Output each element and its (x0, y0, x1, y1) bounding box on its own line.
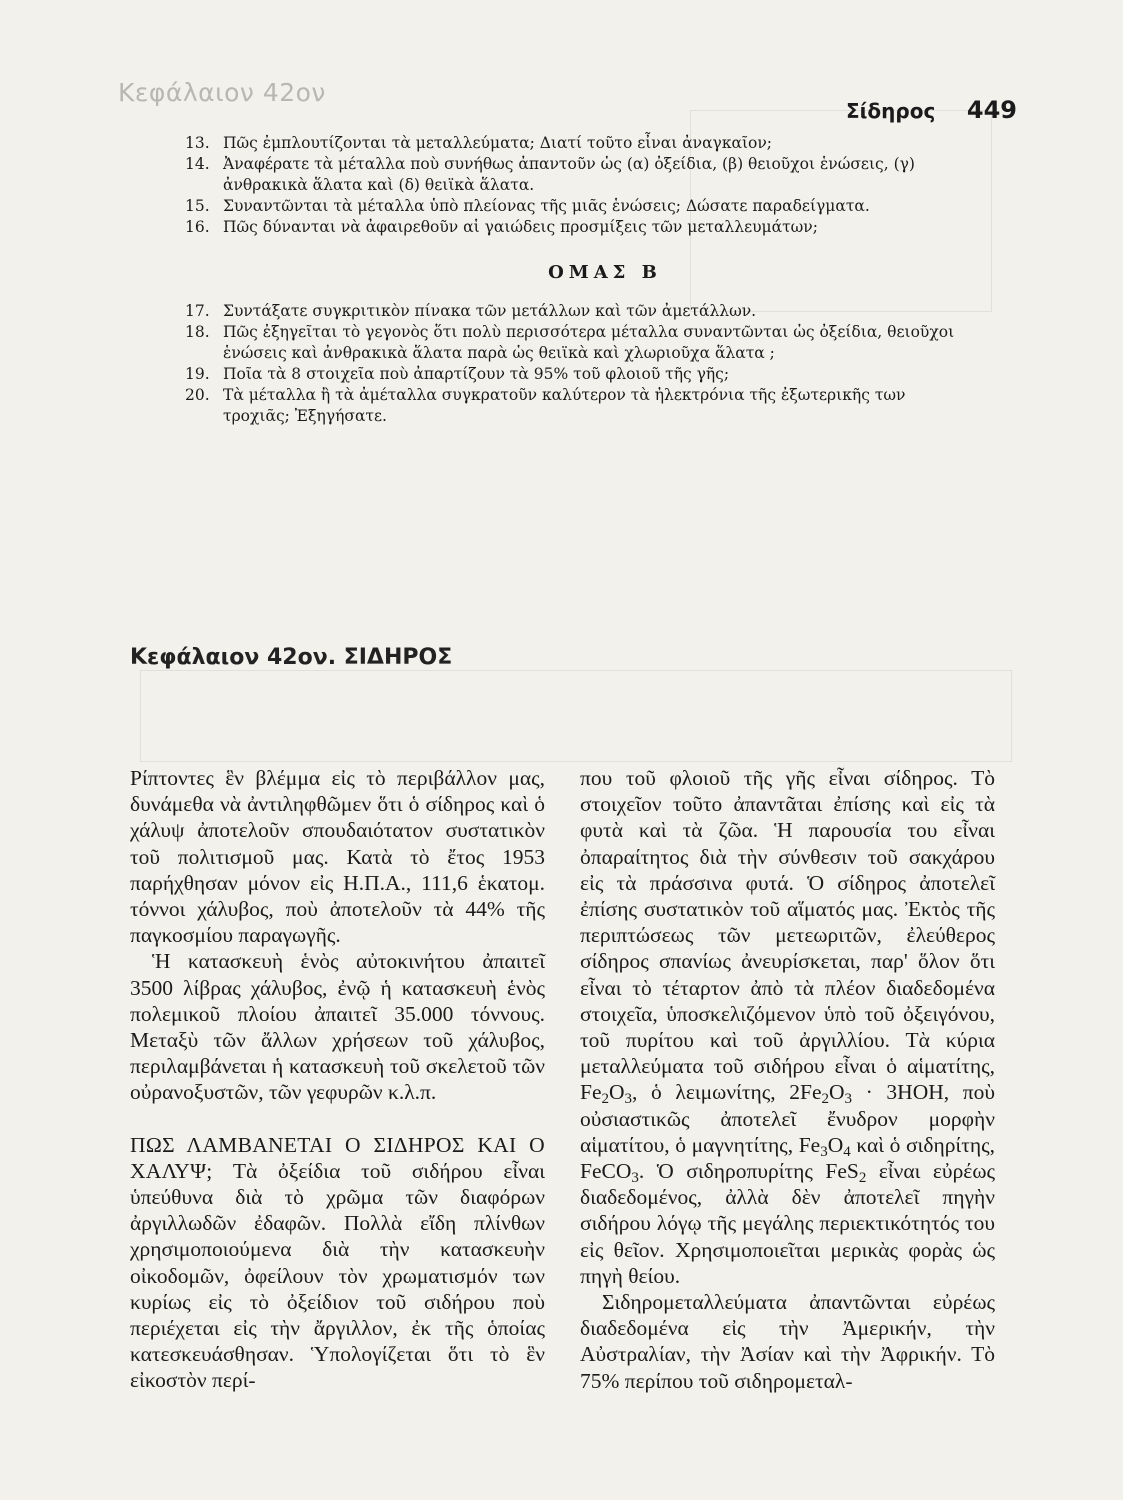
formula-subscript: 4 (843, 1143, 851, 1160)
formula-subscript: 3 (820, 1143, 828, 1160)
formula-subscript: 2 (821, 1091, 829, 1108)
bleed-through-frame (140, 670, 1012, 762)
running-header (846, 96, 1017, 124)
text-column-right (580, 765, 995, 1394)
question-number: 20. (185, 386, 210, 404)
question-text: Τὰ μέταλλα ἢ τὰ ἀμέταλλα συγκρατοῦν καλύτερον τὰ ἠλεκτρόνια τῆς ἐξωτερικῆς των τροχιᾶς; Ἐξηγήσατε. (223, 386, 906, 425)
paragraph-text: · 3HOH, ποὺ οὐσιαστικῶς ἀποτελεῖ ἔνυδρον μορφὴν αἱματίτου, ὁ μαγνητίτης, (580, 1080, 995, 1157)
formula-subscript: 3 (624, 1091, 633, 1108)
paragraph (580, 765, 995, 1289)
question-text: Ποῖα τὰ 8 στοιχεῖα ποὺ ἀπαρτίζουν τὰ 95% τοῦ φλοιοῦ τῆς γῆς; (223, 365, 730, 383)
formula-hematite (580, 1080, 633, 1108)
formula-pyrite (825, 1159, 867, 1187)
question-number: 18. (185, 323, 210, 341)
question-number: 14. (185, 155, 210, 173)
question-number: 19. (185, 365, 210, 383)
formula-part: O (828, 1080, 845, 1105)
question-number: 16. (185, 218, 210, 236)
question-text: Συναντῶνται τὰ μέταλλα ὑπὸ πλείονας τῆς μιᾶς ἑνώσεις; Δώσατε παραδείγματα. (223, 197, 870, 215)
text-column-left (130, 765, 545, 1394)
question-item (185, 196, 955, 217)
review-questions (185, 133, 955, 427)
section-name: Σίδηρος (845, 99, 936, 123)
formula-part: FeS (825, 1159, 859, 1184)
paragraph-text: εἶναι εὐρέως διαδεδομένος, ἀλλὰ δὲν ἀποτελεῖ πηγὴν σιδήρου λόγῳ τῆς μεγάλης περιεκτικότητός του εἰς θεῖον. Χρησιμοποιεῖται μερικὰς φορὰς ὡς πηγὴ θείου. (580, 1159, 995, 1288)
question-text: Πῶς δύνανται νὰ ἀφαιρεθοῦν αἱ γαιώδεις προσμίξεις τῶν μεταλλευμάτων; (223, 218, 818, 236)
question-item (185, 364, 955, 385)
question-number: 13. (185, 134, 210, 152)
formula-subscript: 3 (844, 1091, 853, 1108)
question-number: 17. (185, 302, 210, 320)
paragraph: Σιδηρομεταλλεύματα ἀπαντῶνται εὐρέως διαδεδομένα εἰς τὴν Ἀμερικήν, τὴν Αὐστραλίαν, τὴν Ἀσίαν καὶ τὴν Ἀφρικήν. Τὸ 75% περίπου τοῦ σιδηρομεταλ- (580, 1290, 995, 1393)
paragraph (130, 1132, 545, 1394)
formula-part: Fe (798, 1132, 821, 1157)
question-text: Συντάξατε συγκριτικὸν πίνακα τῶν μετάλλων καὶ τῶν ἀμετάλλων. (223, 302, 757, 320)
formula-limonite (789, 1080, 853, 1108)
running-header-chapter: Κεφάλαιον 42ον (118, 78, 326, 107)
formula-part: 2Fe (789, 1080, 822, 1105)
paragraph-text: που τοῦ φλοιοῦ τῆς γῆς εἶναι σίδηρος. Τὸ στοιχεῖον τοῦτο ἀπαντᾶται ἐπίσης καὶ εἰς τὰ φυτὰ καὶ τὰ ζῶα. Ἡ παρουσία του εἶναι ὀπαραίτητος διὰ τὴν σύνθεσιν τοῦ σακχάρου εἰς τὰ πράσσινα φυτά. Ὁ σίδηρος ἀποτελεῖ ἐπίσης συστατικὸν τοῦ αἵματός μας. Ἐκτὸς τῆς περιπτώσεως τῶν μετεωριτῶν, ἐλεύθερος σίδηρος σπανίως ἀνευρίσκεται, παρ' ὅλον ὅτι εἶναι τὸ τέταρτον ἀπὸ τὰ πλέον διαδεδομένα στοιχεῖα, ὑποσκελιζόμενον ὑπὸ τοῦ ὀξειγόνου, τοῦ πυρίτου καὶ τοῦ ἀργιλλίου. Τὰ κύρια μεταλλεύματα τοῦ σιδήρου εἶναι ὁ αἱματίτης, (580, 766, 995, 1079)
chapter-title: Κεφάλαιον 42ον. ΣΙΔΗΡΟΣ (130, 645, 453, 670)
paragraph-text: Τὰ ὀξείδια τοῦ σιδήρου εἶναι ὑπεύθυνα διὰ τὸ χρῶμα τῶν διαφόρων ἀργιλλωδῶν ἐδαφῶν. Πολλὰ εἴδη πλίνθων χρησιμοποιούμενα διὰ τὴν κατασκευὴν οἰκοδομῶν, ὀφείλουν τὸν χρωματισμόν των κυρίως εἰς τὸ ὀξείδιον τοῦ σιδήρου ποὺ περιέχεται εἰς τὴν ἄργιλλον, ἐκ τῆς ὁποίας κατεσκευάσθησαν. Ὑπολογίζεται ὅτι τὸ ἓν εἰκοστὸν περί- (130, 1158, 545, 1393)
formula-subscript: 2 (858, 1170, 867, 1187)
question-item (185, 154, 955, 196)
formula-subscript: 2 (601, 1091, 609, 1108)
formula-part: O (609, 1080, 625, 1105)
formula-part: FeCO (580, 1159, 632, 1184)
paragraph-text: καὶ ὁ σιδηρίτης, (850, 1132, 995, 1157)
question-item (185, 133, 955, 154)
question-text: Πῶς ἐξηγεῖται τὸ γεγονὸς ὅτι πολὺ περισσότερα μέταλλα συναντῶνται ὡς ὀξείδια, θειοῦχοι ἑνώσεις καὶ ἀνθρακικὰ ἅλατα παρὰ ὡς θειϊκὰ καὶ χλωριοῦχα ἅλατα ; (223, 323, 955, 362)
formula-siderite (580, 1159, 639, 1187)
section-heading: ΠΩΣ ΛΑΜΒΑΝΕΤΑΙ Ο ΣΙΔΗΡΟΣ ΚΑΙ Ο ΧΑΛΥΨ; (130, 1132, 545, 1183)
paragraph-text: , ὁ λειμωνίτης, (632, 1080, 776, 1105)
page-number: 449 (966, 96, 1017, 124)
question-item (185, 217, 955, 238)
formula-part: Fe (580, 1080, 602, 1105)
group-b-heading: ΟΜΑΣ Β (548, 262, 662, 283)
question-item (185, 322, 955, 364)
paragraph: Ρίπτοντες ἓν βλέμμα εἰς τὸ περιβάλλον μας, δυνάμεθα νὰ ἀντιληφθῶμεν ὅτι ὁ σίδηρος καὶ ὁ χάλυψ ἀποτελοῦν σπουδαιότατον συστατικὸν τοῦ πολιτισμοῦ μας. Κατὰ τὸ ἔτος 1953 παρήχθησαν μόνον εἰς Η.Π.Α., 111,6 ἑκατομ. τόννοι χάλυβος, ποὺ ἀποτελοῦν τὰ 44% τῆς παγκοσμίου παραγωγῆς. (130, 766, 545, 948)
formula-magnetite (798, 1132, 851, 1160)
question-text: Ἀναφέρατε τὰ μέταλλα ποὺ συνήθως ἀπαντοῦν ὡς (α) ὀξείδια, (β) θειοῦχοι ἑνώσεις, (γ) ἀνθρακικὰ ἅλατα καὶ (δ) θειϊκὰ ἅλατα. (223, 155, 915, 194)
question-item (185, 385, 955, 427)
paragraph-text: . Ὁ σιδηροπυρίτης (638, 1159, 813, 1184)
question-item (185, 301, 955, 322)
paragraph: Ἡ κατασκευὴ ἑνὸς αὐτοκινήτου ἀπαιτεῖ 3500 λίβρας χάλυβος, ἐνῷ ἡ κατασκευὴ ἑνὸς πολεμικοῦ πλοίου ἀπαιτεῖ 35.000 τόννους. Μεταξὺ τῶν ἄλλων χρήσεων τοῦ χάλυβος, περιλαμβάνεται ἡ κατασκευὴ τοῦ σκελετοῦ τῶν οὐρανοξυστῶν, τῶν γεφυρῶν κ.λ.π. (130, 949, 545, 1105)
question-text: Πῶς ἐμπλουτίζονται τὰ μεταλλεύματα; Διατί τοῦτο εἶναι ἀναγκαῖον; (223, 134, 773, 152)
formula-part: O (827, 1132, 844, 1157)
question-number: 15. (185, 197, 210, 215)
formula-subscript: 3 (631, 1170, 639, 1187)
